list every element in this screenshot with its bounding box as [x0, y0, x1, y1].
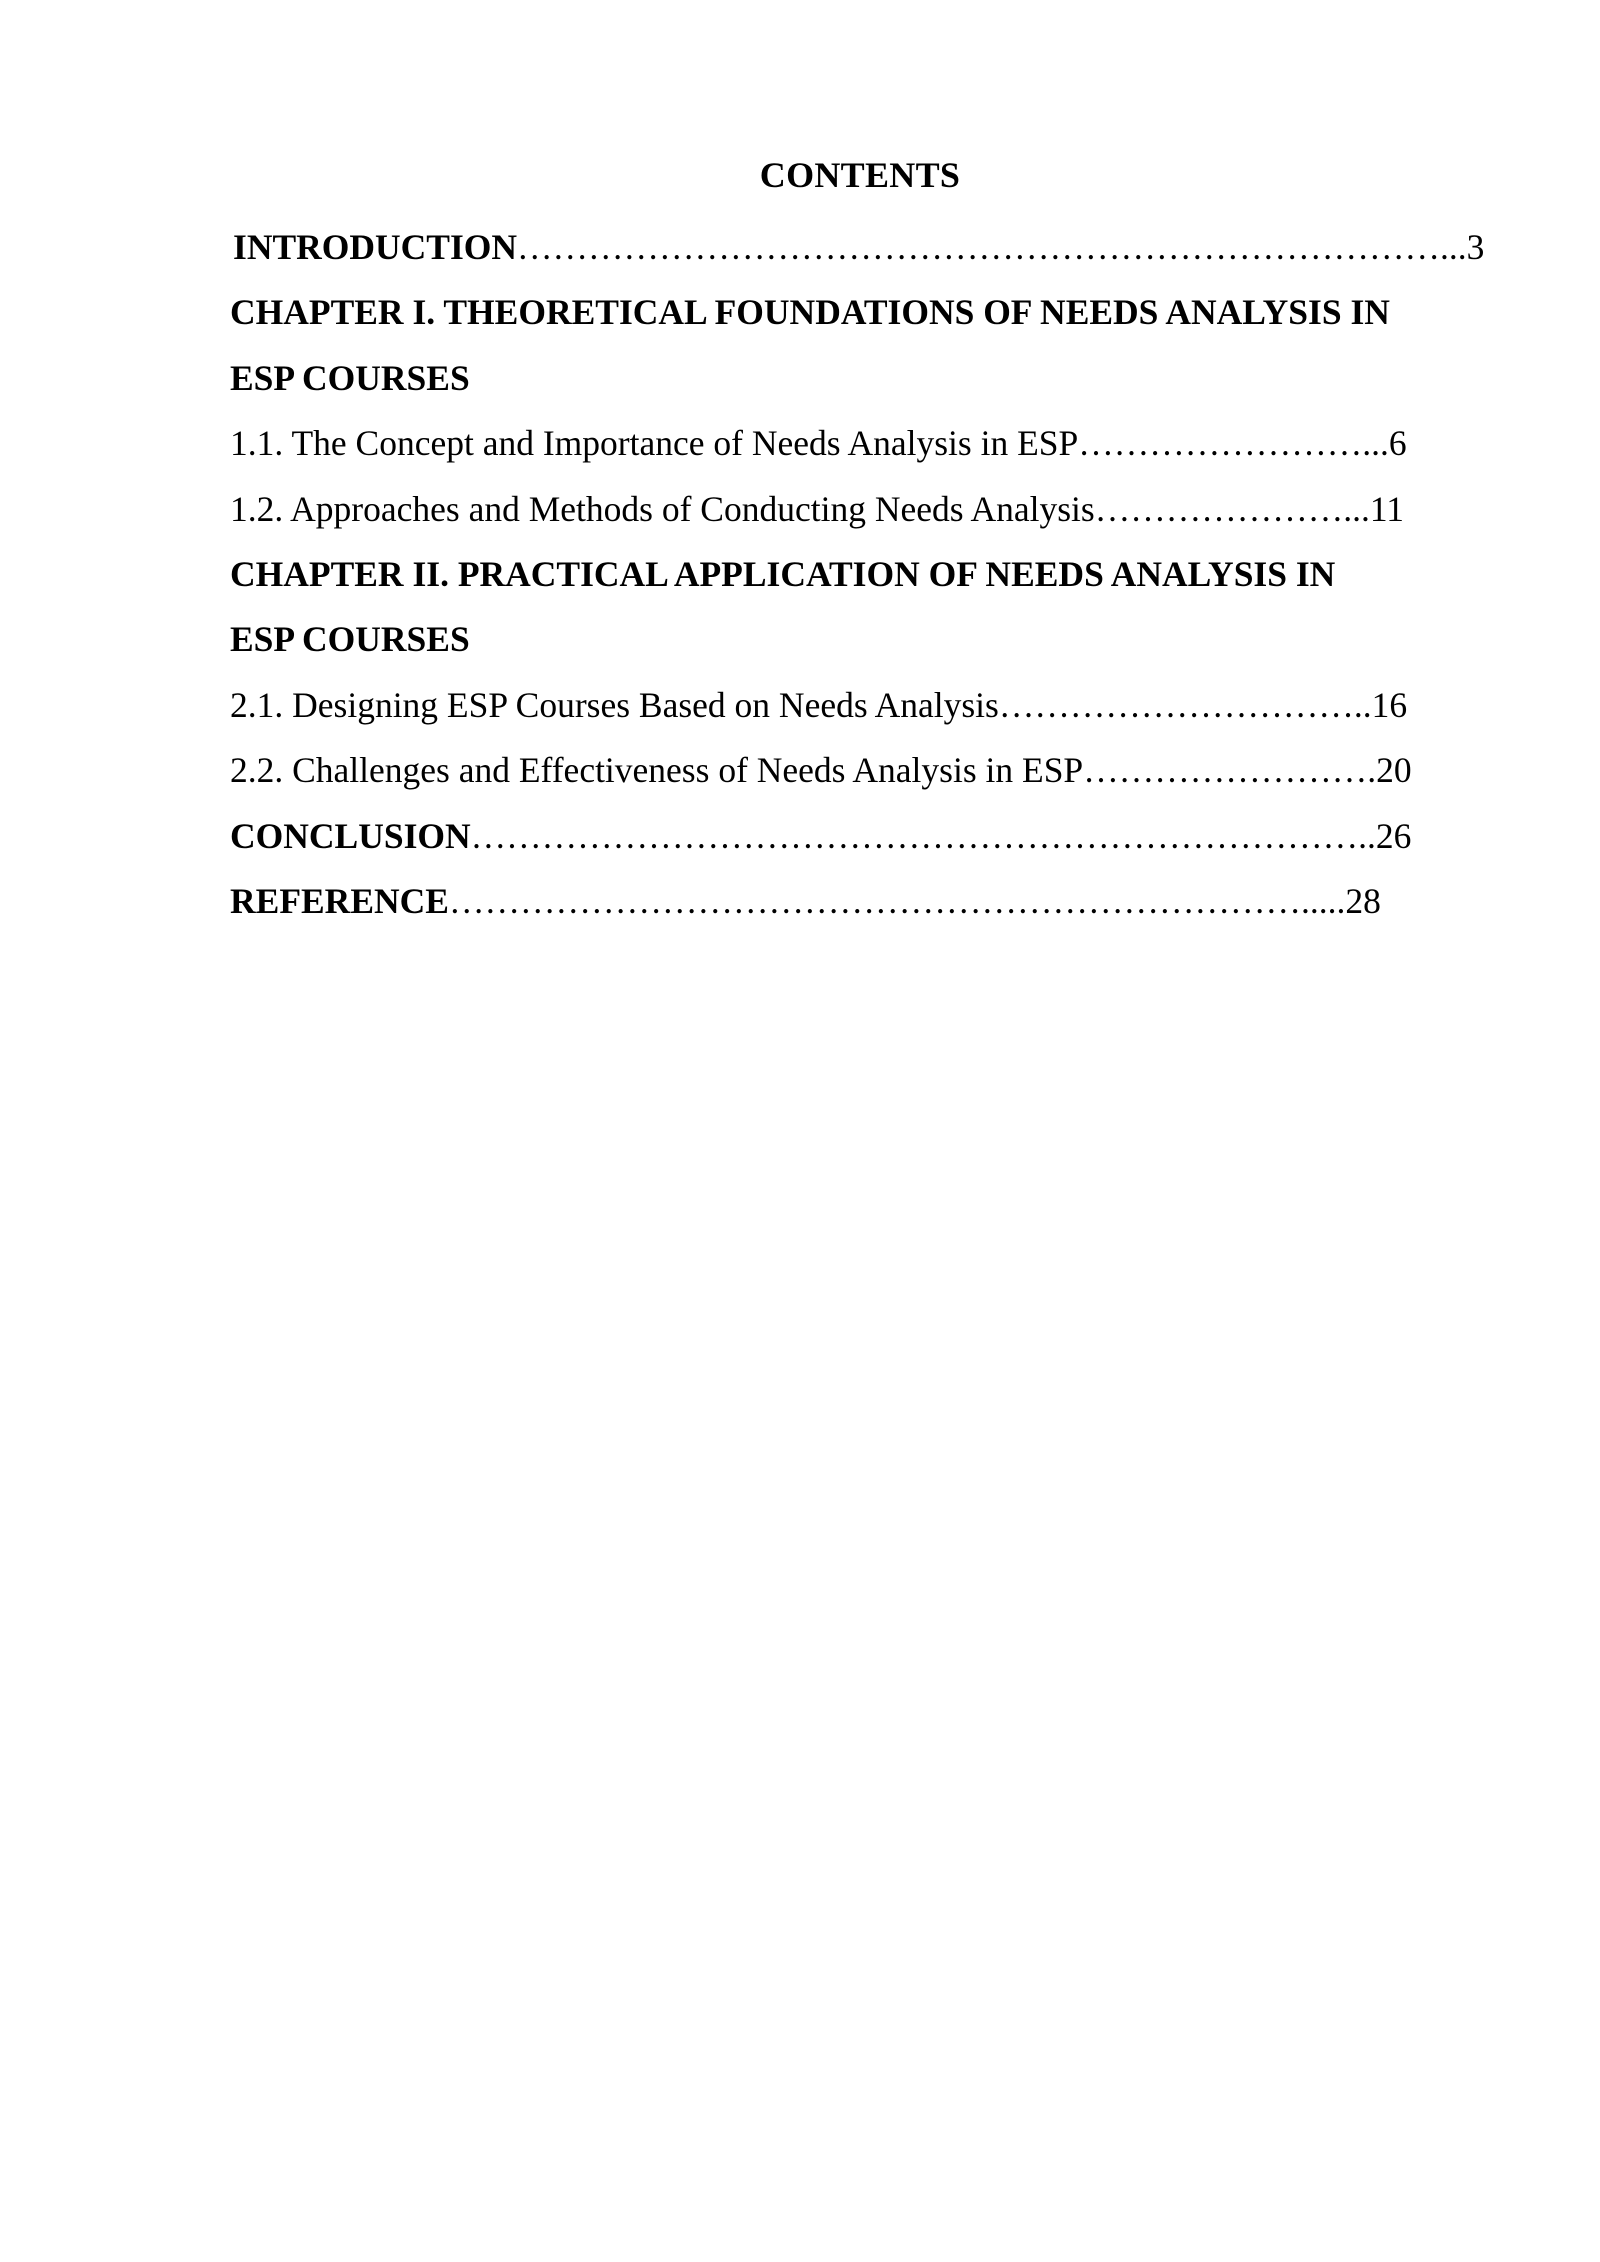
toc-entry-text: 1.1. The Concept and Importance of Needs Analysis in ESP	[230, 423, 1079, 464]
toc-entry-page-number: 16	[1371, 684, 1408, 725]
toc-entry-reference	[230, 869, 1490, 934]
toc-entry-leader: …………………...	[1094, 488, 1370, 529]
toc-entry-text: 1.2. Approaches and Methods of Conducting Needs Analysis	[230, 488, 1095, 529]
toc-entry-text: 2.1. Designing ESP Courses Based on Needs Analysis	[230, 684, 999, 725]
toc-entry-chapter-1-heading	[230, 280, 1490, 345]
toc-entry-text: 2.2. Challenges and Effectiveness of Needs Analysis in ESP	[230, 750, 1084, 791]
toc-entry-page-number: 26	[1375, 815, 1412, 856]
toc-entry-page-number: 28	[1345, 881, 1381, 922]
toc-entry-text: CHAPTER II. PRACTICAL APPLICATION OF NEEDS ANALYSIS IN	[230, 554, 1336, 595]
toc-entry-leader: …………………………………………………………………..	[470, 815, 1376, 856]
toc-entry-text: INTRODUCTION	[233, 227, 518, 267]
toc-entry-chapter-1-heading-continued	[230, 346, 1490, 411]
toc-entry-conclusion	[230, 804, 1490, 869]
toc-entry-leader: …………………….	[1083, 750, 1377, 791]
toc-entry-text: ESP COURSES	[230, 357, 470, 398]
toc-entry-section-2-2	[230, 738, 1490, 803]
toc-entry-page-number: 11	[1369, 488, 1405, 529]
toc-entry-page-number: 3	[1466, 227, 1485, 267]
toc-entry-section-2-1	[230, 673, 1490, 738]
toc-entry-text: CHAPTER I. THEORETICAL FOUNDATIONS OF NEEDS ANALYSIS IN	[230, 292, 1390, 333]
toc-entry-introduction	[230, 215, 1490, 280]
toc-entry-text: REFERENCE	[230, 881, 449, 922]
table-of-contents	[230, 215, 1490, 934]
toc-entry-text: CONCLUSION	[230, 815, 471, 856]
toc-entry-text: ESP COURSES	[230, 619, 470, 660]
toc-entry-leader: ……………………...	[1078, 423, 1389, 464]
toc-entry-chapter-2-heading	[230, 542, 1490, 607]
toc-entry-leader: ……………………………………………………………………...	[517, 227, 1467, 267]
toc-entry-page-number: 6	[1388, 423, 1407, 464]
toc-entry-section-1-2	[230, 477, 1490, 542]
toc-entry-section-1-1	[230, 411, 1490, 476]
toc-entry-page-number: 20	[1376, 750, 1412, 791]
toc-entry-chapter-2-heading-continued	[230, 607, 1490, 672]
toc-entry-leader: ……………………………………………………………….....	[448, 881, 1346, 922]
contents-title: CONTENTS	[759, 155, 961, 195]
toc-entry-leader: …………………………..	[998, 684, 1372, 725]
